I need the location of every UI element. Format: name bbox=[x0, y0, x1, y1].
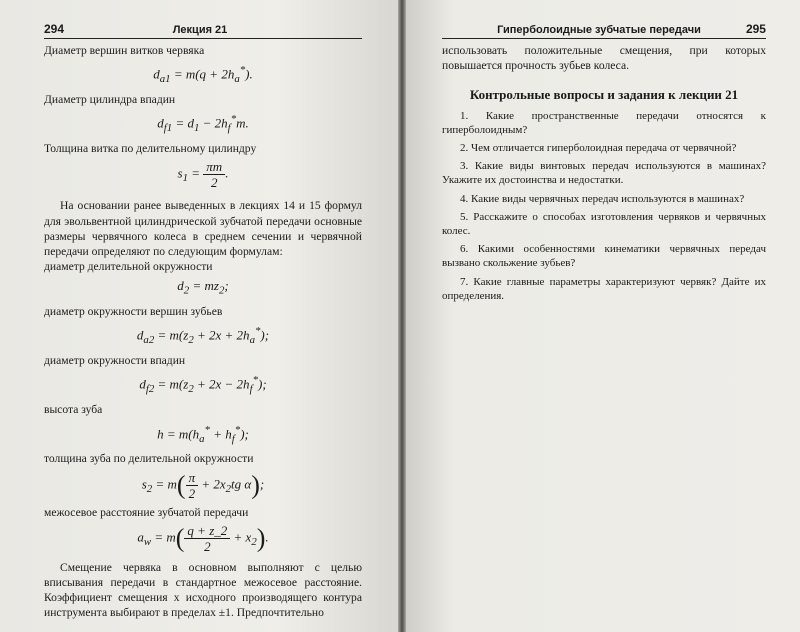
left-content bbox=[44, 43, 362, 621]
formula-thread-thickness: $s_1$ = $\frac{\pi m}{2}$ . bbox=[177, 159, 229, 191]
right-running-title: Гиперболоидные зубчатые передачи bbox=[497, 24, 701, 36]
text-line: Толщина витка по делительному цилиндру bbox=[44, 142, 257, 156]
left-page-number: 294 bbox=[44, 22, 65, 36]
list-item: 1. Какие пространственные передачи относятся к гиперболоидным? bbox=[442, 109, 766, 136]
book-gutter bbox=[398, 0, 406, 632]
question-list bbox=[442, 109, 766, 303]
formula-pitch-diameter: $d_2 = mz_2$; bbox=[177, 278, 229, 298]
right-page-number: 295 bbox=[745, 22, 766, 36]
frac-denominator: 2 bbox=[211, 175, 218, 191]
text-line: диаметр окружности вершин зубьев bbox=[44, 305, 223, 319]
text-line: толщина зуба по делительной окружности bbox=[44, 452, 254, 466]
text-line: диаметр окружности впадин bbox=[44, 354, 186, 368]
list-item: 7. Какие главные параметры характеризуют червяк? Дайте их определения. bbox=[442, 275, 766, 302]
formula-wheel-root-diameter: $d_{f2} = m(z_2 + 2x - 2h_f^*)$; bbox=[139, 374, 267, 396]
text-line: Диаметр вершин витков червяка bbox=[44, 44, 205, 57]
frac-denominator: 2 bbox=[204, 538, 211, 554]
paragraph: На основании ранее выведенных в лекциях 14 и 15 формул для эвольвентной цилиндрической зубчатой передачи основные размеры червячного колеса в среднем сечении и червячной передачи определяют по следующим формулам: bbox=[44, 199, 362, 259]
list-item: 6. Какими особенностями кинематики червячных передач вызвано скольжение зубьев? bbox=[442, 243, 766, 270]
left-running-head bbox=[44, 10, 362, 39]
list-item: 4. Какие виды червячных передач используются в машинах? bbox=[460, 192, 745, 205]
section-title: Контрольные вопросы и задания к лекции 21 bbox=[469, 87, 739, 103]
formula-root-diameter: $d_{f1} = d_1 - 2h_f^*m$. bbox=[157, 113, 249, 135]
right-content bbox=[442, 43, 766, 303]
text-line: диаметр делительной окружности bbox=[44, 260, 213, 274]
formula-tooth-height: $h = m(h_a^* + h_f^*)$; bbox=[157, 423, 249, 445]
left-page bbox=[0, 0, 398, 632]
right-running-head bbox=[442, 10, 766, 39]
text-line: межосевое расстояние зубчатой передачи bbox=[44, 505, 249, 519]
paragraph: Смещение червяка в основном выполняют с целью вписывания передачи в стандартное межосевое расстояние. Коэффициент смещения x исходного производящего контура инструмента выбирают в пределах ±1. Предпочтительно bbox=[44, 560, 362, 620]
list-item: 2. Чем отличается гиперболоидная передача от червячной? bbox=[460, 142, 737, 155]
formula-wheel-tip-diameter: $d_{a2} = m(z_2 + 2x + 2h_a^*)$; bbox=[136, 325, 270, 347]
frac-numerator: q + z_2 bbox=[184, 523, 230, 539]
text-line: Диаметр цилиндра впадин bbox=[44, 93, 176, 107]
frac-denominator: 2 bbox=[188, 485, 196, 501]
right-page bbox=[406, 0, 800, 632]
paragraph: использовать положительные смещения, при которых повышается прочность зубьев колеса. bbox=[442, 44, 766, 73]
formula-tip-diameter: $d_{a1} = m(q + 2h_a^*)$. bbox=[153, 64, 253, 86]
list-item: 3. Какие виды винтовых передач используются в машинах? Укажите их достоинства и недостатки. bbox=[442, 160, 766, 187]
list-item: 5. Расскажите о способах изготовления червяков и червячных колес. bbox=[442, 210, 766, 238]
left-running-title: Лекция 21 bbox=[172, 24, 228, 36]
frac-numerator: π bbox=[186, 470, 199, 486]
text-line: высота зуба bbox=[44, 403, 103, 417]
frac-numerator: πm bbox=[203, 159, 225, 175]
formula-tooth-thickness: $s_2 = m$( $\frac{\pi}{2}$ + $2x_2tg$ α); bbox=[141, 469, 265, 501]
formula-center-distance: $a_w = m$( $\frac{q + z\_2}{2}$ + $x_2$). bbox=[137, 522, 269, 554]
